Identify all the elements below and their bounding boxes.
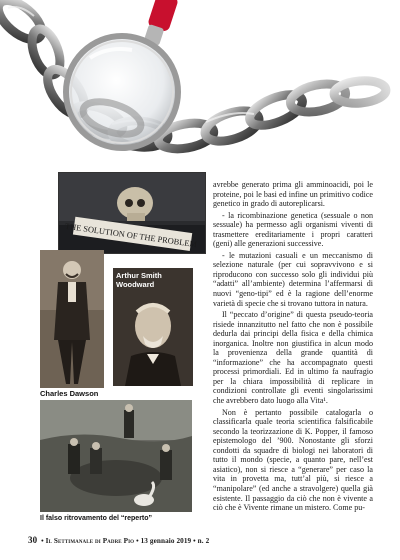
magnifier-handle — [144, 0, 179, 46]
article-paragraph: - la ricombinazione genetica (sessuale o non sessuale) ha permesso agli organismi viventi di trasmettere ereditariamente i propri caratteri (geni) alle generazioni successive. — [213, 210, 373, 249]
article-paragraph: Il “peccato d’origine” di questa pseudo-teoria risiede innanzitutto nel fatto che non è possibile dedurla dai principi della fisica e della chimica inorganica. Inoltre non giustifica in alcun modo la provenienza della grande quantità di “informazione” che ha accompagnato questi processi primordiali. Ed in ultimo fa naufragio per la chiara impossibilità di replicare in condizioni controllate gli eventi singolarissimi che avrebbero dato luogo alla Vita¹. — [213, 310, 373, 406]
article-paragraph: avrebbe generato prima gli amminoacidi, poi le proteine, poi le basi ed infine un primitivo codice genetico in grado di autoreplicarsi. — [213, 180, 373, 209]
chain-magnifier-illustration — [0, 0, 400, 178]
issue-date: 13 gennaio 2019 — [140, 537, 192, 545]
footer-separator: • — [193, 537, 196, 545]
article-paragraph: - le mutazioni casuali e un meccanismo di selezione naturale (per cui sopravvivono e si riproducono con successo solo gli individui più “adatti” all’ambiente) determina l’affermarsi di nuovi “geno-tipi” ed è la ragione dell’enorme varietà di specie che si trovano tuttora in natura. — [213, 250, 373, 308]
dawson-photo — [40, 250, 104, 388]
article-paragraph: Non è pertanto possibile catalogarla o classificarla quale teoria scientifica falsificabile secondo la teorizzazione di K. Popper, il famoso epistemologo del ’900. Nonostante gli sforzi condotti da squadre di biologi nei laboratori di tutto il mondo (specie, a quanto pare, nell’est asiatico), non si riesce a “generare” per caso la vita in provetta ma, tutt’al più, si riesce a “manipolare” (ed anche a stravolgere) quella già esistente. Il passaggio da ciò che non è vivente a ciò che è Vivente rimane un mistero. Come pu- — [213, 407, 373, 513]
excavation-photo — [40, 400, 192, 512]
footer-separator: • — [41, 537, 44, 545]
issue-number: n. 2 — [197, 537, 210, 545]
skull-photo — [58, 172, 206, 254]
publication-name: Il Settimanale di Padre Pio — [45, 537, 135, 545]
dawson-caption: Charles Dawson — [40, 389, 99, 398]
footer-separator: • — [136, 537, 139, 545]
page-number: 30 — [28, 535, 38, 545]
page-footer — [28, 535, 209, 545]
article-body — [213, 180, 373, 513]
woodward-caption: Arthur Smith Woodward — [116, 271, 162, 289]
excavation-caption: Il falso ritrovamento del “reperto” — [40, 515, 153, 522]
header-illustration — [0, 0, 400, 178]
problem-sign-text: THE SOLUTION OF THE PROBLEM — [64, 221, 198, 250]
